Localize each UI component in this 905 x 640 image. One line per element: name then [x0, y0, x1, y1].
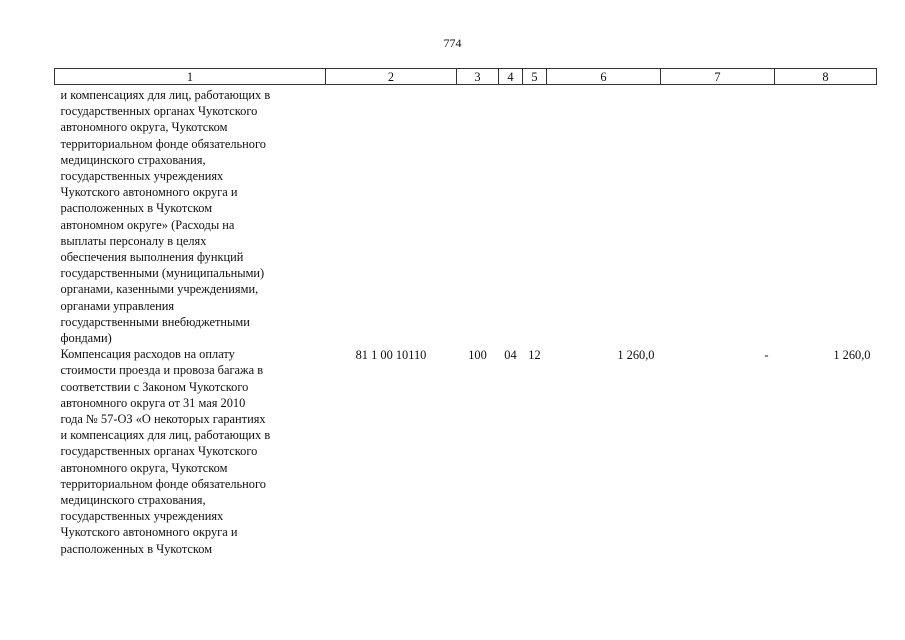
header-cell-8: 8 [775, 69, 877, 85]
row-target-code: 81 1 00 10110 [355, 348, 427, 363]
header-cell-1: 1 [55, 69, 326, 85]
header-cell-3: 3 [457, 69, 499, 85]
header-cell-5: 5 [523, 69, 547, 85]
table-row [55, 85, 877, 347]
row-subsection: 12 [528, 348, 541, 363]
row-description: и компенсациях для лиц, работающих в государственных органах Чукотского автономного округа, Чукотском территориальном фонде обязательного медицинского страхования, государственных учреждениях Чукотского автономного округа и расположенных в Чукотском автономном округе» (Расходы на выплаты персоналу в целях обеспечения выполнения функций государственными (муниципальными) органами, казенными учреждениями, органами управления государственными внебюджетными фондами) [60, 88, 271, 346]
row-subsection [523, 85, 547, 347]
table-row [55, 346, 877, 557]
row-section: 04 [504, 348, 517, 363]
header-cell-4: 4 [499, 69, 523, 85]
header-cell-2: 2 [326, 69, 457, 85]
row-col6-amount: 1 260,0 [617, 348, 655, 363]
header-cell-7: 7 [661, 69, 775, 85]
row-target-code [326, 85, 457, 347]
row-expense-type [457, 85, 499, 347]
header-cell-6: 6 [547, 69, 661, 85]
budget-table [54, 68, 877, 557]
page-number: 774 [443, 36, 462, 50]
row-section [499, 85, 523, 347]
row-col7-amount [661, 85, 775, 347]
row-col8-amount: 1 260,0 [833, 348, 871, 363]
row-col6-amount [547, 85, 661, 347]
column-number-header [55, 69, 877, 85]
row-expense-type: 100 [468, 348, 487, 363]
row-description: Компенсация расходов на оплату стоимости проезда и провоза багажа в соответствии с Законом Чукотского автономного округа от 31 мая 2010 года № 57-ОЗ «О некоторых гарантиях и компенсациях для лиц, работающих в государственных органах Чукотского автономного округа, Чукотском территориальном фонде обязательного медицинского страхования, государственных учреждениях Чукотского автономного округа и расположенных в Чукотском [60, 347, 271, 556]
row-col7-amount: - [764, 348, 769, 363]
row-col8-amount [775, 85, 877, 347]
